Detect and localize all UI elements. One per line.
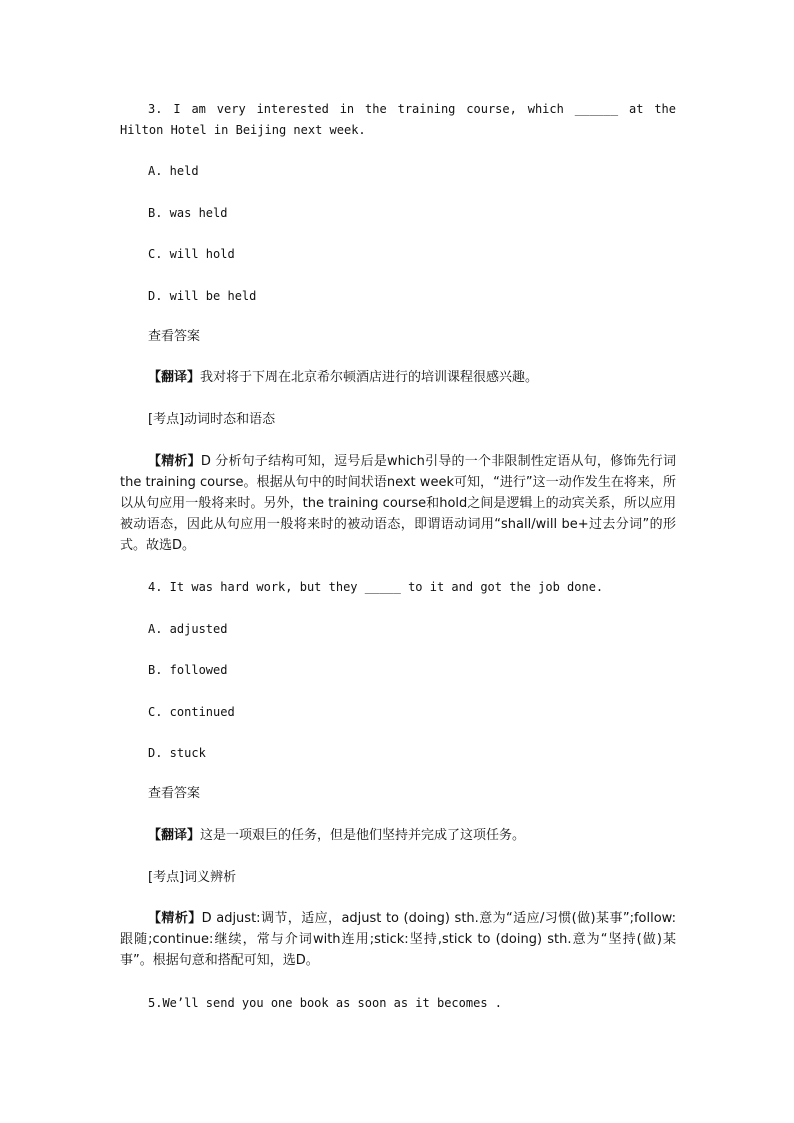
- question-3-view-answer[interactable]: 查看答案: [148, 329, 201, 344]
- question-3-point: [考点]动词时态和语态: [148, 412, 276, 427]
- analysis-tag: 【精析】: [148, 454, 201, 469]
- analysis-tag: 【精析】: [148, 911, 202, 926]
- question-3-analysis: [120, 451, 676, 556]
- question-4-option-b: B. followed: [148, 663, 228, 677]
- question-3-stem: 3. I am very interested in the training course, which ______ at the Hilton Hotel in Beijing next week.: [120, 102, 676, 137]
- question-4-option-a: A. adjusted: [148, 622, 228, 636]
- question-3-option-d: D. will be held: [148, 289, 257, 303]
- analysis-text: D adjust:调节，适应，adjust to (doing) sth.意为“适应/习惯(做)某事”;follow:跟随;continue:继续，常与介词with连用;stick:坚持,stick to (doing) sth.意为“坚持(做)某事”。根据句意和搭配可知，选D。: [120, 911, 676, 968]
- question-4-analysis: [120, 908, 676, 971]
- question-4-translation: [148, 825, 525, 846]
- translation-text: 我对将于下周在北京希尔顿酒店进行的培训课程很感兴趣。: [200, 370, 539, 385]
- question-5-stem: 5.We’ll send you one book as soon as it becomes .: [148, 996, 503, 1010]
- question-3-option-c: C. will hold: [148, 247, 235, 261]
- question-3-option-b: B. was held: [148, 206, 228, 220]
- question-4-view-answer[interactable]: 查看答案: [148, 786, 201, 801]
- question-3-translation: [148, 367, 538, 388]
- translation-text: 这是一项艰巨的任务，但是他们坚持并完成了这项任务。: [200, 828, 526, 843]
- question-4-stem: 4. It was hard work, but they _____ to it and got the job done.: [148, 580, 604, 594]
- translation-tag: 【翻译】: [148, 370, 201, 385]
- translation-tag: 【翻译】: [148, 828, 201, 843]
- question-4-option-c: C. continued: [148, 705, 235, 719]
- question-4-option-d: D. stuck: [148, 746, 206, 760]
- analysis-text: D 分析句子结构可知，逗号后是which引导的一个非限制性定语从句，修饰先行词the training course。根据从句中的时间状语next week可知，“进行”这一动作发生在将来，所以从句应用一般将来时。另外，the training course和hold之间是逻辑上的动宾关系，所以应用被动语态，因此从句应用一般将来时的被动语态，即谓语动词用“shall/will be+过去分词”的形式。故选D。: [120, 454, 676, 553]
- question-3-option-a: A. held: [148, 164, 199, 178]
- question-4-point: [考点]词义辨析: [148, 870, 237, 885]
